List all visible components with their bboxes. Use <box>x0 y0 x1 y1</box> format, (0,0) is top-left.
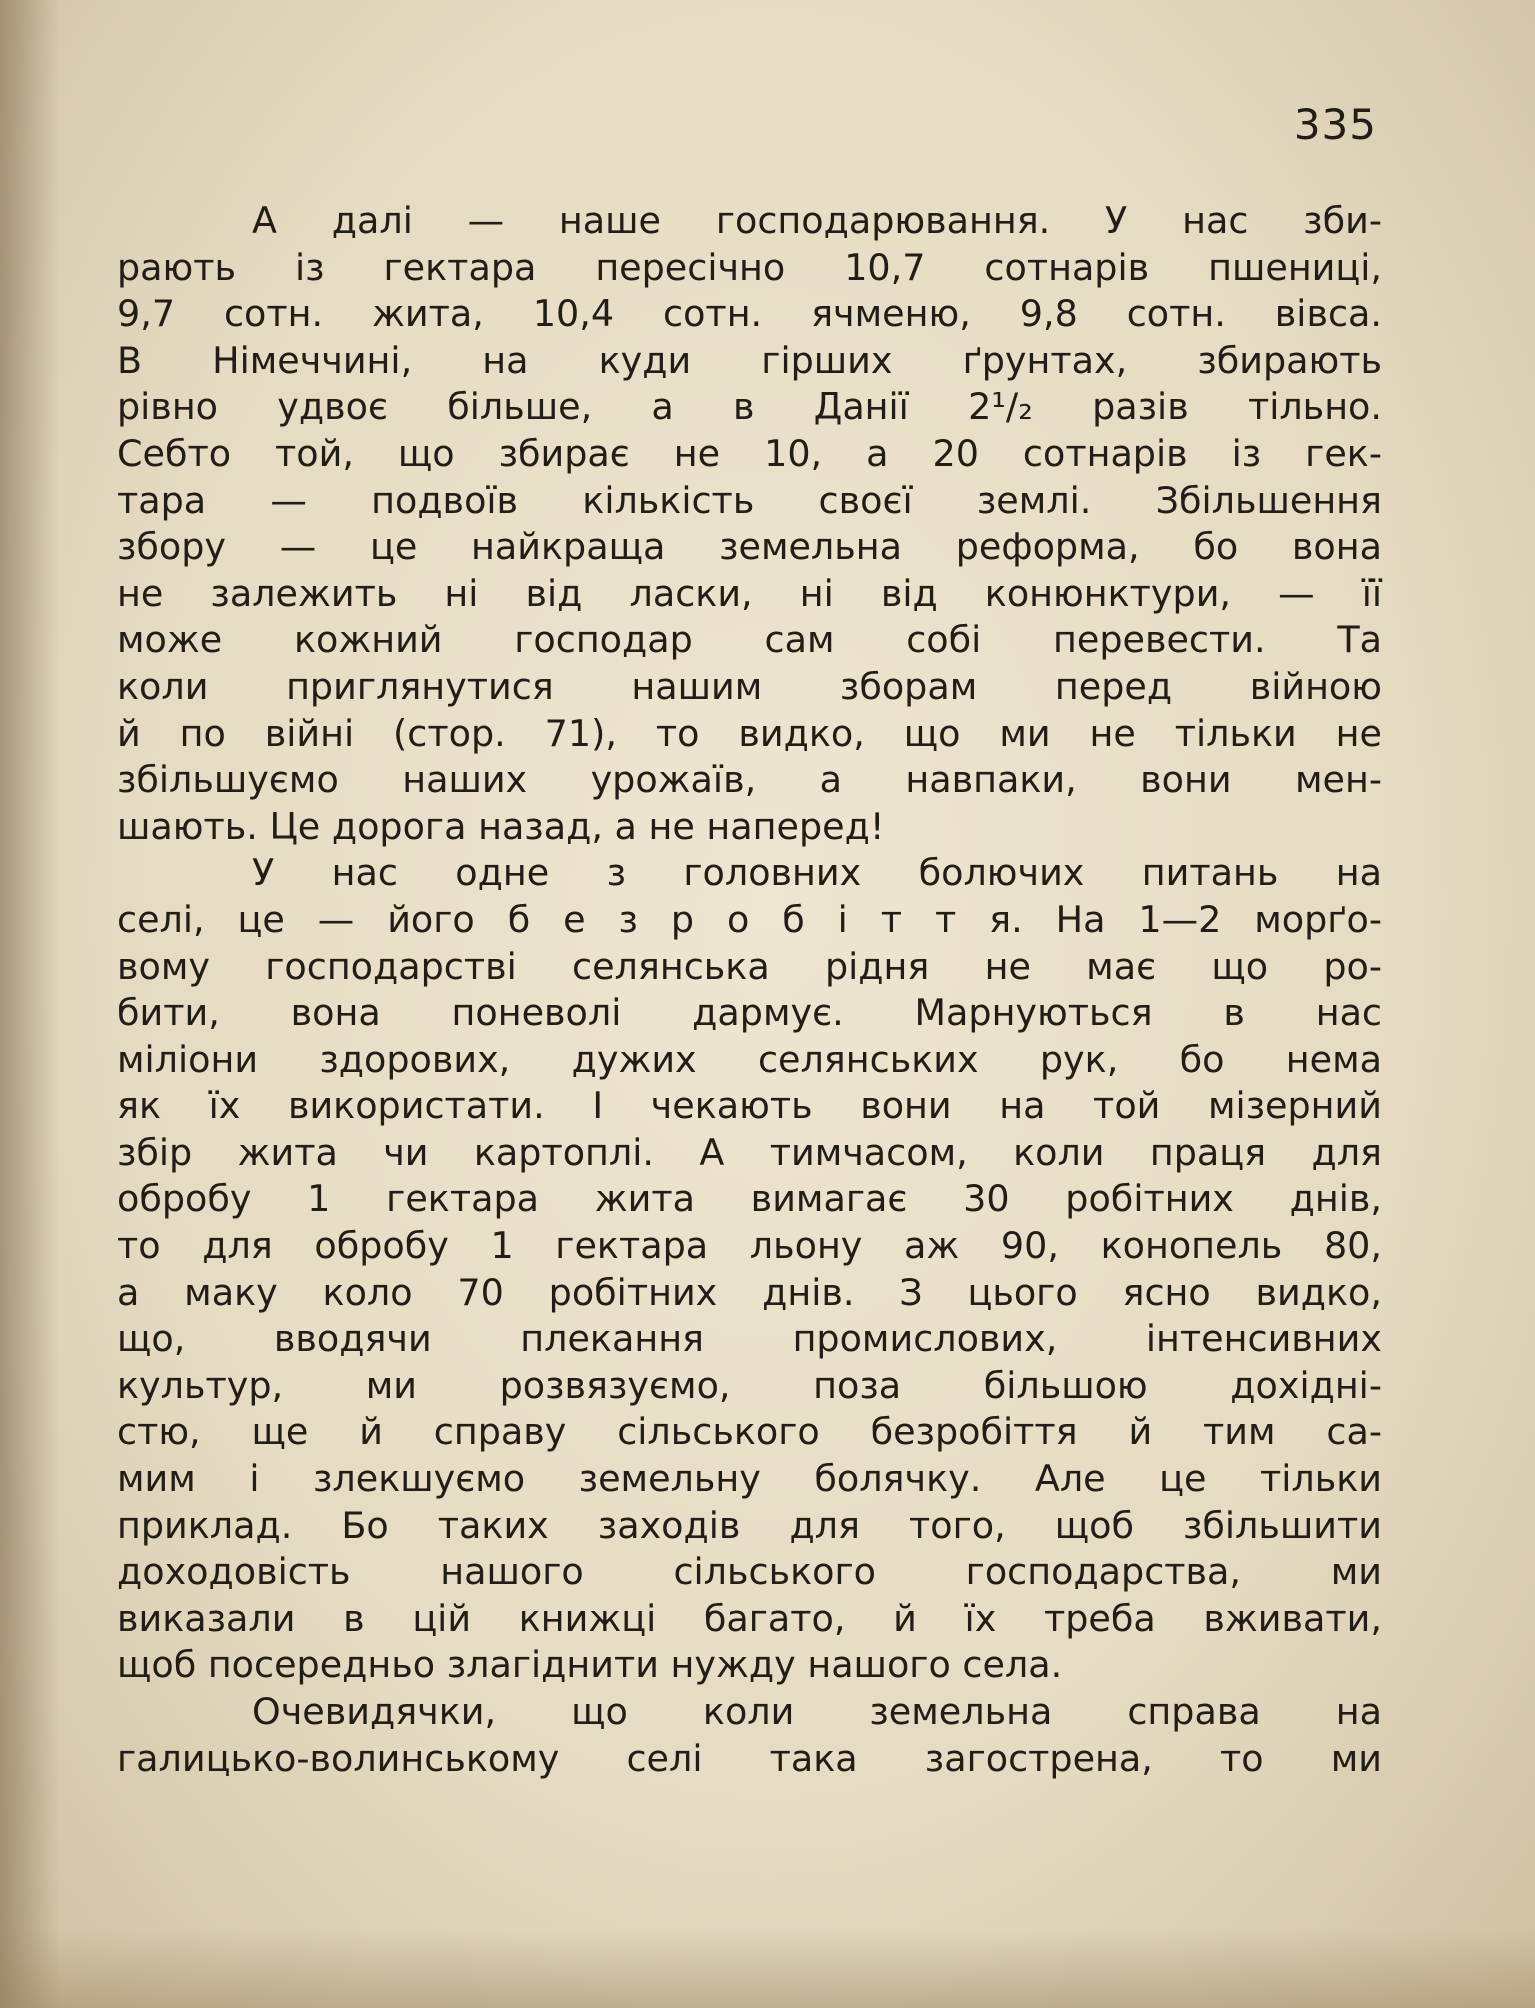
text-line: Себто той, що збирає не 10, а 20 сотнарів із гек- <box>117 431 1382 475</box>
page-edge-shadow <box>0 1928 1535 2008</box>
text-line: приклад. Бо таких заходів для того, щоб збільшити <box>117 1503 1382 1547</box>
text-line: не залежить ні від ласки, ні від конюнктури, — її <box>117 571 1382 615</box>
text-line: галицько-волинському селі така загострена, то ми <box>117 1736 1382 1780</box>
text-line: збору — це найкраща земельна реформа, бо вона <box>117 525 1382 569</box>
body-text <box>117 198 1382 1782</box>
text-line: вому господарстві селянська рідня не має що ро- <box>117 944 1382 988</box>
text-line: рівно удвоє більше, а в Данії 2¹/₂ разів тільно. <box>117 385 1382 429</box>
text-line: В Німеччині, на куди гірших ґрунтах, збирають <box>117 338 1382 382</box>
text-line: виказали в цій книжці багато, й їх треба вживати, <box>117 1596 1382 1640</box>
text-line: 9,7 сотн. жита, 10,4 сотн. ячменю, 9,8 сотн. вівса. <box>117 292 1382 336</box>
text-line: може кожний господар сам собі перевести. Та <box>117 618 1382 662</box>
text-line: Очевидячки, що коли земельна справа на <box>252 1690 1382 1733</box>
text-line: доходовість нашого сільського господарства, ми <box>117 1550 1382 1594</box>
text-line: рають із гектара пересічно 10,7 сотнарів пшениці, <box>117 245 1382 289</box>
page-number: 335 <box>1293 100 1377 149</box>
text-line: обробу 1 гектара жита вимагає 30 робітних днів, <box>117 1177 1382 1221</box>
text-line: бити, вона поневолі дармує. Марнуються в нас <box>117 991 1382 1035</box>
text-line: а маку коло 70 робітних днів. З цього ясно видко, <box>117 1270 1382 1314</box>
text-line: стю, ще й справу сільського безробіття й тим са- <box>117 1410 1382 1454</box>
text-line: то для обробу 1 гектара льону аж 90, конопель 80, <box>117 1224 1382 1268</box>
binding-shadow <box>0 0 60 2008</box>
text-line: шають. Це дорога назад, а не наперед! <box>117 804 885 848</box>
text-line: збір жита чи картоплі. А тимчасом, коли праця для <box>117 1130 1382 1174</box>
text-line: У нас одне з головних болючих питань на <box>252 851 1382 895</box>
text-line: як їх використати. І чекають вони на той мізерний <box>117 1084 1382 1128</box>
text-line: тара — подвоїв кількість своєї землі. Збільшення <box>117 478 1382 522</box>
text-line: що, вводячи плекання промислових, інтенсивних <box>117 1317 1382 1361</box>
text-line: міліони здорових, дужих селянських рук, бо нема <box>117 1037 1382 1081</box>
text-line: культур, ми розвязуємо, поза більшою дохідні- <box>117 1363 1382 1407</box>
text-line: й по війні (стор. 71), то видко, що ми не тільки не <box>117 711 1382 755</box>
text-line: коли приглянутися нашим зборам перед війною <box>117 664 1382 708</box>
text-line: А далі — наше господарювання. У нас зби- <box>252 199 1382 242</box>
text-line: збільшуємо наших урожаїв, а навпаки, вони мен- <box>117 758 1382 802</box>
text-line: щоб посередньо злагіднити нужду нашого села. <box>117 1643 1063 1687</box>
text-line: селі, це — його б е з р о б і т т я. На 1—2 морґо- <box>117 897 1382 941</box>
text-line: мим і злекшуємо земельну болячку. Але це тільки <box>117 1457 1382 1501</box>
